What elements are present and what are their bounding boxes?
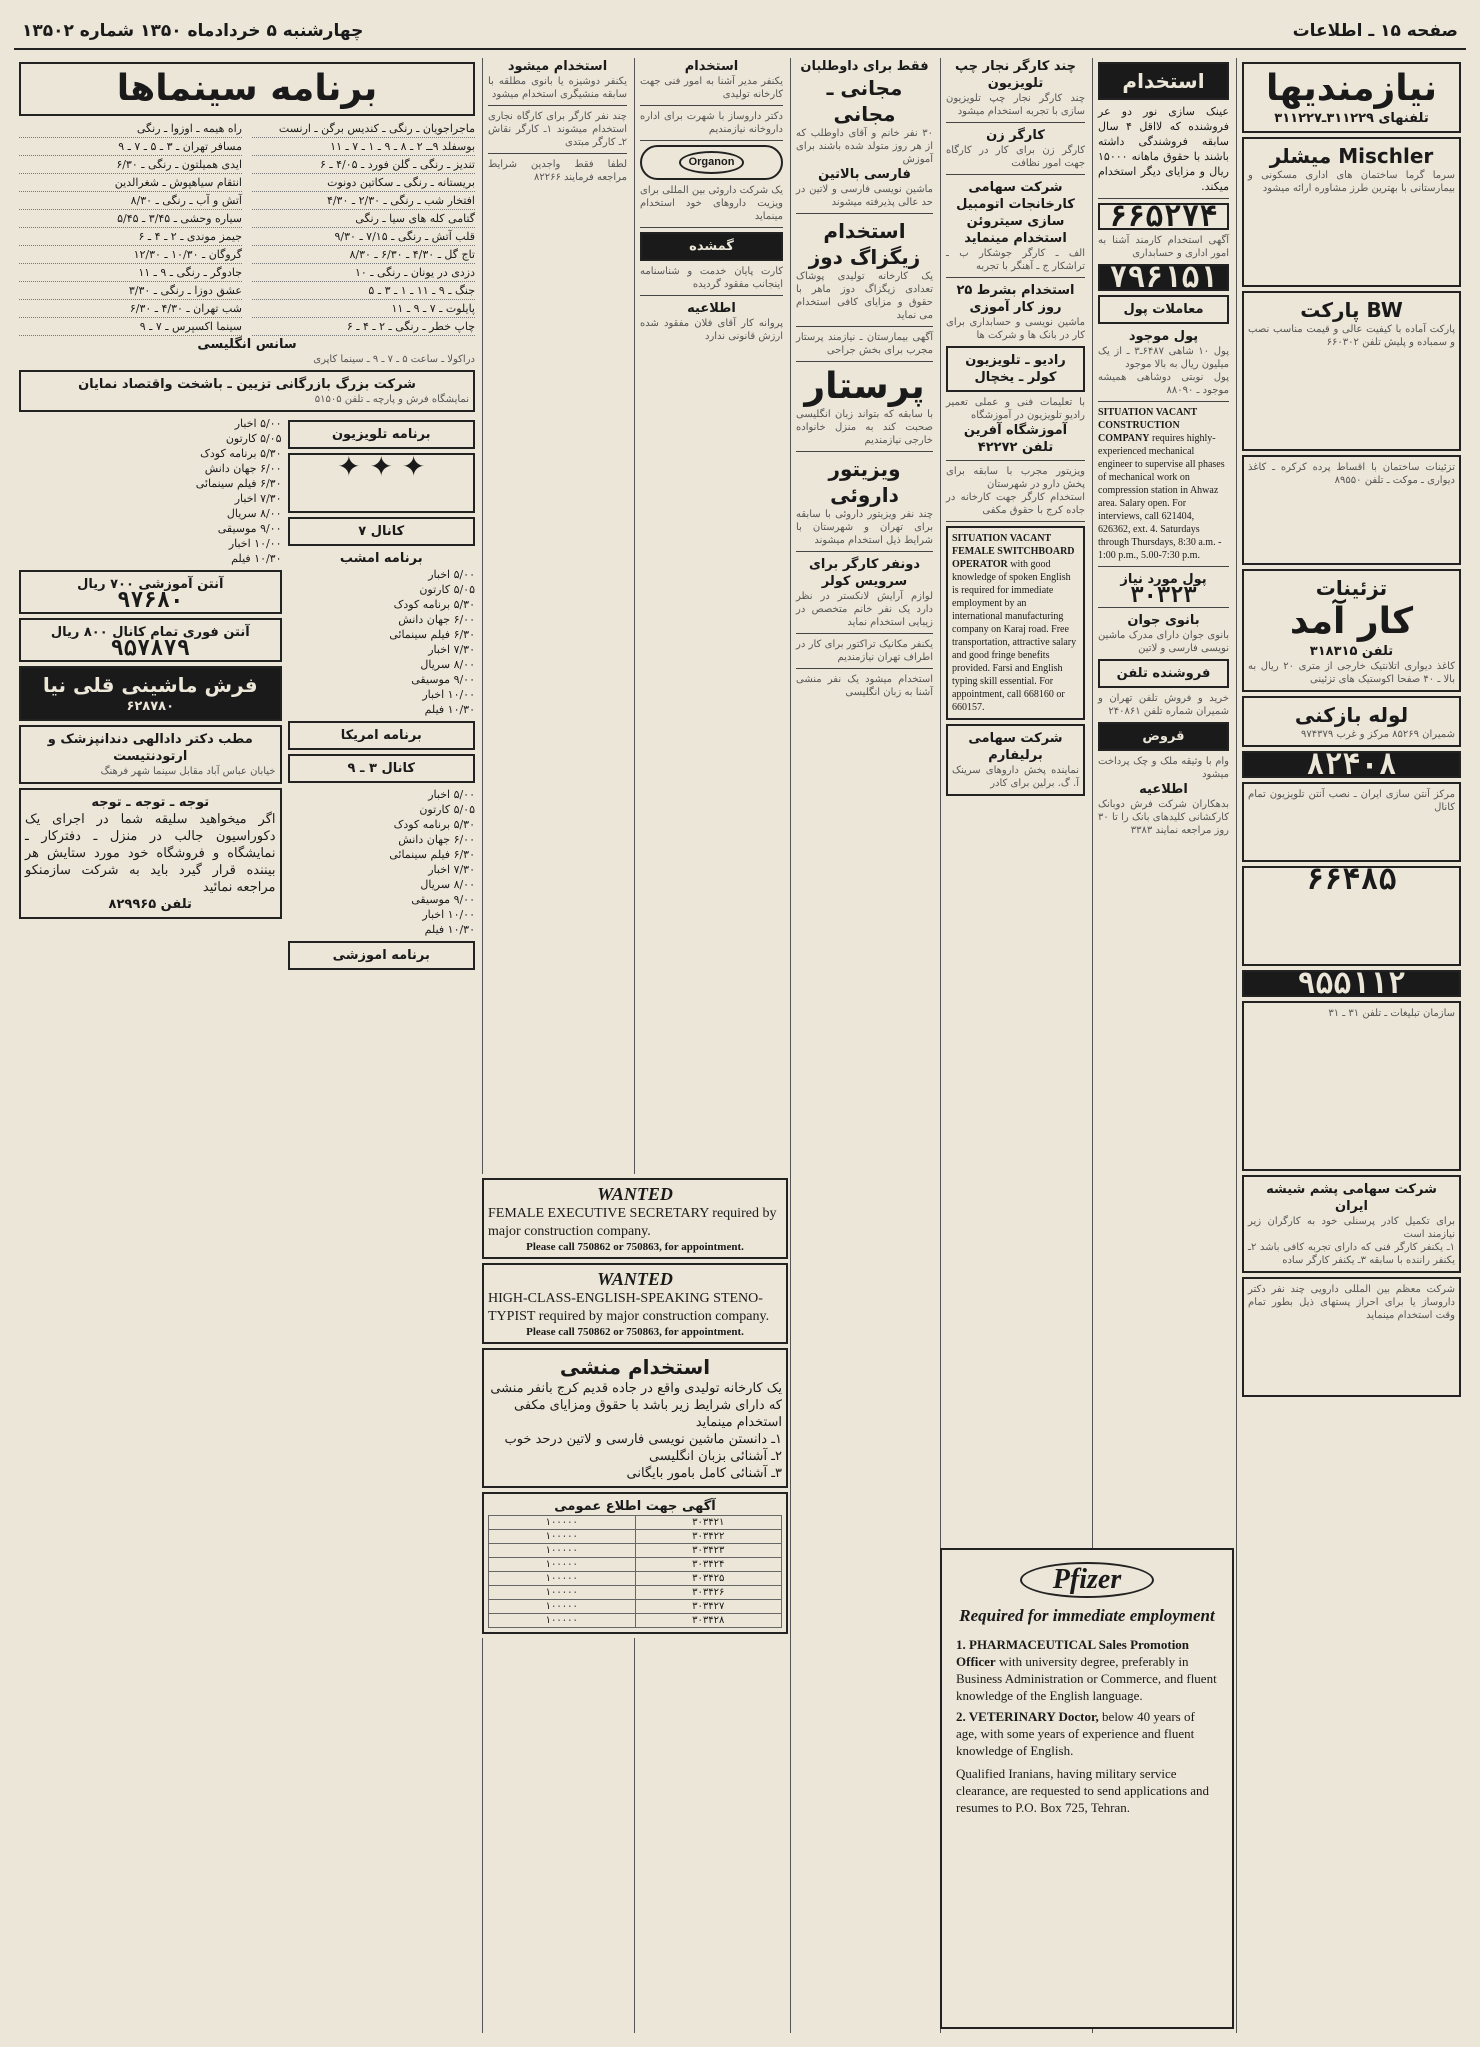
monshi-item2: ۲ـ آشنائی بزبان انگلیسی xyxy=(648,1449,782,1464)
pool-mojood: پول موجود xyxy=(1128,329,1199,344)
tv-program-item: ۵/۳۰ برنامه کودک xyxy=(200,447,282,460)
estekhdam-sharayet: استخدام بشرط ۲۵ روز کار آموزی xyxy=(956,283,1075,315)
niazmandiha-phones: تلفنهای ۳۱۱۲۲۹ـ۳۱۱۲۲۷ xyxy=(1274,111,1429,126)
pfizer-logo: Pfizer xyxy=(1020,1562,1154,1598)
tv-program-item: ۷/۳۰ اخبار xyxy=(234,492,282,505)
tazinat-phone: تلفن ۳۱۸۳۱۵ xyxy=(1309,644,1394,659)
cinema-listing: شب تهران ـ ۴/۳۰ ـ ۶/۳۰ xyxy=(19,300,242,318)
tv-title: برنامه تلویزیون xyxy=(288,420,476,449)
tv-program-item: ۵/۳۰ برنامه کودک xyxy=(393,598,475,611)
cinema-listing: پایلوت ـ ۷ ـ ۹ ـ ۱۱ xyxy=(252,300,475,318)
tavajoh-title: توجه ـ توجه ـ توجه xyxy=(91,795,210,810)
tv-program-item: ۷/۳۰ اخبار xyxy=(428,863,475,876)
barname-amoozeshi: برنامه اموزشی xyxy=(288,941,476,970)
general-ad xyxy=(1098,260,1229,295)
tv-program-item: ۵/۰۰ اخبار xyxy=(234,417,282,430)
col2-phone-ad xyxy=(1098,199,1229,234)
davari-ad: شرکت معظم بین المللی دارویی چند نفر دکتر داروساز یا برای احراز پستهای ذیل بطور تمام وقت استخدام مینماید xyxy=(1242,1277,1461,1397)
col5-estekhdam: استخدام xyxy=(684,59,739,74)
cinema-listing: ایدی همیلتون ـ رنگی ـ ۶/۳۰ xyxy=(19,156,242,174)
col2-phone-big: ۶۶۵۲۷۴ xyxy=(1109,199,1218,234)
doctor-ad: مطب دکتر دادالهی دندانپزشک و ارتودنتیست خیابان عباس آباد مقابل سینما شهر فرهنگ xyxy=(19,725,282,784)
tv-section xyxy=(19,416,475,974)
wanted1-call: Please call 750862 or 750863, for appointment. xyxy=(526,1241,744,1253)
cinema-listing: عشق دوزا ـ رنگی ـ ۳/۳۰ xyxy=(19,282,242,300)
construction-ad: تزئینات ساختمان با اقساط پرده کرکره ـ کاغذ دیواری ـ موکت ـ تلفن ۸۹۵۵۰ xyxy=(1242,455,1461,565)
tv-right xyxy=(288,416,476,974)
tv-program-item: ۸/۰۰ سریال xyxy=(420,878,475,891)
tv-program-item: ۵/۰۰ اخبار xyxy=(428,568,475,581)
tv-program-item: ۶/۰۰ جهان دانش xyxy=(398,613,475,626)
col2-estekhdam-header: استخدام xyxy=(1098,62,1229,100)
farsh-phone: ۶۲۸۷۸۰ xyxy=(126,699,175,714)
cinema-title: برنامه سینماها xyxy=(116,68,378,109)
monshi-item1: ۱ـ دانستن ماشین نویسی فارسی و لاتین درحد خوب xyxy=(504,1432,782,1447)
sherkat-citroen: شرکت سهامی کارخانجات اتومبیل سازی سیتروئن استخدام مینماید xyxy=(956,180,1075,246)
tv-list-3 xyxy=(19,416,282,566)
tv-program-item: ۱۰/۳۰ فیلم xyxy=(231,552,282,565)
monshi-ad xyxy=(482,1348,788,1488)
wanted2-call: Please call 750862 or 750863, for appointment. xyxy=(526,1326,744,1338)
cinema-listing: راه هیمه ـ اوزوا ـ رنگی xyxy=(19,120,242,138)
monshi-body: یک کارخانه تولیدی واقع در جاده قدیم کرج بانفر منشی که دارای شرایط زیر باشد با حقوق ومزایای مکفی استخدام مینماید xyxy=(490,1381,782,1430)
tv-left xyxy=(19,416,282,974)
cinema-listing: آتش و آب ـ رنگی ـ ۸/۳۰ xyxy=(19,192,242,210)
baran-title: شرکت بزرگ بازرگانی تزیین ـ باشخت واقتصاد نمایان xyxy=(78,377,416,392)
pool-niaz-phone: ۳۰۳۲۳ xyxy=(1130,583,1197,608)
cinema-listing: مسافر تهران ـ ۳ ـ ۵ ـ ۷ ـ ۹ xyxy=(19,138,242,156)
parastar-title: پرستار xyxy=(804,366,925,407)
wanted1-body: FEMALE EXECUTIVE SECRETARY required by major construction company. xyxy=(488,1206,777,1239)
switchboard-ad xyxy=(946,526,1085,720)
wanted-ad-1 xyxy=(482,1178,788,1259)
phone-ad xyxy=(1242,862,1461,966)
column-3: چند کارگر نجار چپ تلویزیون چند کارگر نجار چپ تلویزیون سازی با تجربه استخدام میشود کارگر زن کارگر زن برای کار در کارگاه جهت امور نظافت شرکت سهامی کارخانجات اتومبیل سازی سیتروئن استخدام مینماید الف ـ کارگر جوشکار ب ـ تراشکار ج ـ آهنگر با تجربه استخدام بشرط ۲۵ روز کار آموزی ماشین نویسی و حسابداری برای کار در بانک ها و شرکت ها رادیو ـ تلویزیون کولر ـ یخچال با تعلیمات فنی و عملی تعمیر رادیو تلویزیون در آموزشگاه آموزشگاه آفرین تلفن ۴۲۲۷۲ ویزیتور مجرب با سابقه برای پخش دارو در شهرستان استخدام کارگر جهت کارخانه در جاده کرج با حقوق مکفی SITUATION VACANT FEMALE SWITCHBOARD OPERATOR with good knowledge of spoken English is required for immediate employment by an international manufacturing company on Karaj road. Free transportation, attractive salary and good fringe benefits provided. Farsi and English typing skill essential. For appointment, call 668160 or 660157. شرکت سهامی برلیفارم نماینده پخش داروهای سرینک آ. گ. برلین برای کادر xyxy=(940,58,1090,2033)
cinema-banner xyxy=(19,62,475,116)
tv-program-item: ۵/۰۵ کارتون xyxy=(225,432,282,445)
mischler-ad: Mischler میشلر سرما گرما ساختمان های اداری مسکونی و بیمارستانی با بهترین طرز مشاوره ارائه میشود xyxy=(1242,137,1461,287)
situation-vacant-body: requires highly-experienced mechanical engineer to supervise all phases of mechanical work on compression station in Ahwaz area. Salary open. For interviews, call 621404, 626362, ext. 4. Saturdays through Thursdays, 8:30 a.m. - 1:00 p.m., 5.00-7:30 p.m. xyxy=(1098,433,1225,561)
foroushande-ad xyxy=(1242,966,1461,1001)
cinema-listing: قلب آتش ـ رنگی ـ ۷/۱۵ ـ ۹/۳۰ xyxy=(252,228,475,246)
amoozesh-title: آنتن آموزشی ۷۰۰ ریال xyxy=(77,577,224,592)
cinema-listing: تاج گل ـ ۴/۳۰ ـ ۶/۳۰ ـ ۸/۳۰ xyxy=(252,246,475,264)
vizitor-title: ویزیتور داروئی xyxy=(828,457,901,507)
faghat-davtalaban: فقط برای داوطلبان xyxy=(800,59,929,74)
tv-program-item: ۶/۳۰ فیلم سینمائی xyxy=(389,628,475,641)
tv-program-item: ۷/۳۰ اخبار xyxy=(428,643,475,656)
pashm-shishe-ad: شرکت سهامی پشم شیشه ایران برای تکمیل کادر پرسنلی خود به کارگران زیر نیازمند است ۱ـ یکنفر کارگر فنی که دارای تجربه کافی باشد ۲ـ یکنفر راننده با سابقه ۳ـ یکنفر کارگر ساده xyxy=(1242,1175,1461,1273)
tavajoh-body: اگر میخواهید سلیقه شما در اجرای یک دکوراسیون جالب در منزل ـ دفترکار ـ نمایشگاه و فروشگاه خود مورد ستایش هر بیننده قرار گیرد باید به شرکت سازمنکو مراجعه نمائید xyxy=(25,812,276,895)
kanal7-header: کانال ۷ xyxy=(288,517,476,546)
agahi-table-ad xyxy=(482,1492,788,1634)
cinema-listing: انتقام سیاهپوش ـ شغرالدین xyxy=(19,174,242,192)
wanted2-title: WANTED xyxy=(597,1269,673,1289)
farsh-title: فرش ماشینی قلی نیا xyxy=(42,673,258,697)
masthead-date-issue: چهارشنبه ۵ خردادماه ۱۳۵۰ شماره ۱۳۵۰۲ xyxy=(22,21,364,41)
berlifarm-title: شرکت سهامی برلیفارم xyxy=(968,731,1063,763)
cinema-listing: ماجراجویان ـ رنگی ـ کندیس برگن ـ ارنست xyxy=(252,120,475,138)
tavajoh-ad xyxy=(19,788,282,919)
pfizer-head: Required for immediate employment xyxy=(959,1606,1215,1625)
pfizer-item1-body: with university degree, preferably in Business Administration or Commerce, and fluent knowledge of the English language. xyxy=(956,1654,1217,1703)
english-header: سانس انگلیسی xyxy=(197,337,297,352)
situation-vacant-title: SITUATION VACANT CONSTRUCTION COMPANY xyxy=(1098,407,1198,444)
tv-list-1 xyxy=(288,567,476,717)
monshi-item3: ۳ـ آشنائی کامل بامور بایگانی xyxy=(626,1466,782,1481)
tv-program-item: ۹/۰۰ موسیقی xyxy=(217,522,282,535)
tavajoh-phone: تلفن ۸۲۹۹۶۵ xyxy=(108,897,192,912)
tv-program-item: ۵/۰۰ اخبار xyxy=(428,788,475,801)
amoozeshgah-phone: تلفن ۴۲۲۷۲ xyxy=(977,440,1054,455)
tv-program-item: ۶/۳۰ فیلم سینمائی xyxy=(195,477,282,490)
tv-program-item: ۱۰/۰۰ اخبار xyxy=(422,688,475,701)
gomshode-header: گمشده xyxy=(640,232,783,261)
karamad-title: کار آمد xyxy=(1289,601,1414,642)
tv-program-item: ۱۰/۰۰ اخبار xyxy=(422,908,475,921)
lule-bazkoni-ad-1: لوله بازکنی شمیران ۸۵۲۶۹ مرکز و غرب ۹۷۴۳۷۹ xyxy=(1242,696,1461,747)
tv-program-item: ۵/۳۰ برنامه کودک xyxy=(393,818,475,831)
wanted-section xyxy=(482,1174,788,1638)
agahi-title: آگهی جهت اطلاع عمومی xyxy=(554,1499,716,1514)
tv-list-2 xyxy=(288,787,476,937)
majani-title: مجانی ـ مجانی xyxy=(826,76,903,126)
column-classifieds-right xyxy=(1236,58,1466,2033)
foroushande-telefon: فروشنده تلفن xyxy=(1098,659,1229,688)
cinema-listing: جیمز موندی ـ ۲ ـ ۴ ـ ۶ xyxy=(19,228,242,246)
cinema-listing: گروگان ـ ۱۰/۳۰ ـ ۱۲/۳۰ xyxy=(19,246,242,264)
tv-program-item: ۱۰/۰۰ اخبار xyxy=(228,537,282,550)
switchboard-title: SITUATION VACANT FEMALE SWITCHBOARD OPERATOR xyxy=(952,533,1075,570)
amoozesh-ad xyxy=(19,570,282,614)
col5-etelaiye: اطلاعیه xyxy=(687,301,736,316)
masthead xyxy=(14,14,1466,50)
pfizer-item2-body: below 40 years of age, with some years of experience and fluent knowledge of English. xyxy=(956,1709,1195,1758)
col4-doctor-title: دونفر کارگر برای سرویس کولر xyxy=(808,557,921,589)
pfizer-ad: Pfizer Required for immediate employment 1. PHARMACEUTICAL Sales Promotion Officer with university degree, preferably in Business Administration or Commerce, and fluent knowledge of the English language. 2. VETERINARY Doctor, below 40 years of age, with some years of experience and fluent knowledge of English. Qualified Iranians, having military service clearance, are requested to send applications and resumes to P.O. Box 725, Tehran. xyxy=(940,1548,1234,2029)
agahi-table: ۳۰۳۴۲۱ ۱۰۰۰۰۰ ۳۰۳۴۲۲ ۱۰۰۰۰۰ ۳۰۳۴۲۳ ۱۰۰۰۰۰ ۳۰۳۴۲۴ ۱۰۰۰۰۰ ۳۰۳۴۲۵ ۱۰۰۰۰۰ ۳۰۳۴۲۶ ۱۰۰۰۰۰ ۳۰۳۴۲۷ ۱۰۰۰۰۰ ۳۰۳۴۲۸ ۱۰۰۰۰۰ xyxy=(488,1515,782,1628)
foroushande-phone: ۹۵۵۱۱۲ xyxy=(1297,966,1406,1001)
tv-program-item: ۹/۰۰ موسیقی xyxy=(411,893,475,906)
cinema-listing: گتامی کله های سیا ـ رنگی xyxy=(252,210,475,228)
col6-estekhdam-mishavad: استخدام میشود xyxy=(507,59,608,74)
col2-etelaiye: اطلاعیه xyxy=(1139,782,1188,797)
barname-amrika: برنامه امریکا xyxy=(288,721,476,750)
mischler-logo: Mischler میشلر xyxy=(1269,144,1434,168)
niazmandiha-title: نیازمندیها xyxy=(1265,68,1438,109)
tv-logo: ✦ ✦ ✦ xyxy=(288,453,476,513)
kanal39-header: کانال ۳ ـ ۹ xyxy=(288,754,476,783)
cinema-listing: تندیز ـ رنگی ـ گلن فورد ـ ۴/۰۵ ـ ۶ xyxy=(252,156,475,174)
newspaper-page xyxy=(14,14,1466,2033)
column-6: استخدام میشود یکنفر دوشیزه یا بانوی مطلقه با سابقه منشیگری استخدام میشود چند نفر کارگر برای کارگاه نجاری استخدام میشوند ۱ـ کارگر نقاش ۲ـ کارگر مبتدی لطفا فقط واجدین شرایط مراجعه فرمایند ۸۲۲۶۶ xyxy=(482,58,632,2033)
wanted-ad-2 xyxy=(482,1263,788,1344)
general-phone: ۷۹۶۱۵۱ xyxy=(1109,260,1218,295)
amoozeshgah-name: آموزشگاه آفرین xyxy=(963,423,1068,438)
cinema-listing: بریستانه ـ رنگی ـ سکاتین دونوت xyxy=(252,174,475,192)
bw-parket-logo: BW پارکت xyxy=(1300,298,1403,322)
column-2: استخدام عینک سازی نور دو عر فروشنده که لااقل ۴ سال سابقه فروشندگی داشته باشند با حقوق ماهانه ۱۵۰۰۰ ریال و مزایای دیگر استخدام میکند. ۶۶۵۲۷۴ آگهی استخدام کارمند آشنا به امور اداری و حسابداری ۷۹۶۱۵۱ معاملات پول پول موجود پول ۱۰ شاهی ۶۴۸۷ـ۳ ـ از یک میلیون ریال به بالا موجود پول نوبتی دوشاهی همیشه موجود ـ ۸۸۰۹۰ SITUATION VACANT CONSTRUCTION COMPANY requires highly-experienced mechanical engineer to supervise all phases of mechanical work on compression station in Ahwaz area. Salary open. For interviews, call 621404, 626362, ext. 4. Saturdays through Thursdays, 8:30 a.m. - 1:00 p.m., 5.00-7:30 p.m. پول مورد نیاز ۳۰۳۲۳ بانوی جوان بانوی جوان دارای مدرک ماشین نویسی فارسی و لاتین فروشنده تلفن خرید و فروش تلفن تهران و شمیران شماره تلفن ۲۴۰۸۶۱ قروض وام با وثیقه ملک و چک پرداخت میشود اطلاعیه بدهکاران شرکت فرش دوبانک کارکشانی کلیدهای بانک را تا ۳۰ روز مراجعه نمایند ۳۳۸۳ xyxy=(1092,58,1234,2033)
foori-ad xyxy=(19,618,282,662)
farsi-balatin: فارسی بالاتین xyxy=(818,167,911,182)
pool-niaz: پول مورد نیاز xyxy=(1120,572,1207,587)
cinema-listing: افتخار شب ـ رنگی ـ ۲/۳۰ ـ ۴/۳۰ xyxy=(252,192,475,210)
anten-ad: مرکز آنتن سازی ایران ـ نصب آنتن تلویزیون تمام کانال xyxy=(1242,782,1461,862)
baran-ad: شرکت بزرگ بازرگانی تزیین ـ باشخت واقتصاد نمایان نمایشگاه فرش و پارچه ـ تلفن ۵۱۵۰۵ xyxy=(19,370,475,412)
zigzag-title: استخدام زیگزاگ دوز xyxy=(808,219,921,269)
tv-program-item: ۵/۰۵ کارتون xyxy=(419,583,475,596)
cinema-listing: سینما اکسپرس ـ ۷ ـ ۹ xyxy=(19,318,242,336)
doctor-title: مطب دکتر دادالهی دندانپزشک و ارتودنتیست xyxy=(47,732,253,764)
tazinat-ad: تزئینات کار آمد تلفن ۳۱۸۳۱۵ کاغذ دیواری اتلانتیک خارجی از متری ۲۰ ریال به بالا ـ ۴۰ صفحا اکوستیک های تزئینی xyxy=(1242,569,1461,692)
tv-program-item: ۹/۰۰ موسیقی xyxy=(411,673,475,686)
chand-kargar: چند کارگر نجار چپ تلویزیون xyxy=(954,59,1077,91)
lule-bazkoni-ad-2 xyxy=(1242,747,1461,782)
kargar-zan: کارگر زن xyxy=(986,128,1045,143)
tazinat-header: تزئینات xyxy=(1315,576,1388,600)
tv-program-item: ۱۰/۳۰ فیلم xyxy=(424,703,475,716)
pfizer-item1-title: PHARMACEUTICAL Sales Promotion Officer xyxy=(956,1637,1190,1669)
pashm-shishe-sub: برای تکمیل کادر پرسنلی خود به کارگران زیر نیازمند است xyxy=(1248,1216,1455,1240)
tv-program-item: ۶/۰۰ جهان دانش xyxy=(204,462,282,475)
tv-program-item: ۱۰/۳۰ فیلم xyxy=(424,923,475,936)
organon-logo-box xyxy=(640,145,783,180)
cinema-listing: چاپ خطر ـ رنگی ـ ۲ ـ ۴ ـ ۶ xyxy=(252,318,475,336)
tv-program-item: ۶/۰۰ جهان دانش xyxy=(398,833,475,846)
wanted2-body: HIGH-CLASS-ENGLISH-SPEAKING STENO-TYPIST required by major construction company. xyxy=(488,1291,770,1324)
emshab-header: برنامه امشب xyxy=(339,551,423,566)
lule-phone: ۸۲۴۰۸ xyxy=(1306,747,1397,782)
pfizer-footer: Qualified Iranians, having military service clearance, are requested to send applications and resumes to P.O. Box 725, Tehran. xyxy=(956,1766,1210,1815)
tv-program-item: ۸/۰۰ سریال xyxy=(226,507,282,520)
cinema-list xyxy=(19,120,475,336)
pfizer-item2-title: VETERINARY Doctor, xyxy=(968,1709,1099,1724)
amoozesh-phone: ۹۷۶۸۰ xyxy=(117,588,184,613)
banooy-javan: بانوی جوان xyxy=(1127,613,1200,628)
column-4: فقط برای داوطلبان مجانی ـ مجانی ۳۰ نفر خانم و آقای داوطلب که از هر روز متولد شده باشند برای آموزش فارسی بالاتین ماشین نویسی فارسی و لاتین در حد عالی پذیرفته میشوند استخدام زیگزاگ دوز یک کارخانه تولیدی پوشاک تعدادی زیگزاگ دوز ماهر با حقوق و مزایای کافی استخدام می نماید آگهی بیمارستان ـ نیازمند پرستار مجرب برای بخش جراحی پرستار با سابقه که بتواند زبان انگلیسی صحبت کند به منزل خانواده خارجی نیازمندیم ویزیتور داروئی چند نفر ویزیتور داروئی با سابقه برای تهران و شهرستان با شرایط ذیل استخدام میشوند دونفر کارگر برای سرویس کولر لوازم آرایش لانکستر در نظر دارد یک نفر خانم متخصص در زیبایی استخدام نماید یکنفر مکانیک تراکتور برای کار در اطراف تهران نیازمندیم استخدام میشود یک نفر منشی آشنا به زبان انگلیسی xyxy=(790,58,938,2033)
cinema-listing: سیاره وحشی ـ ۳/۴۵ ـ ۵/۴۵ xyxy=(19,210,242,228)
tv-program-item: ۵/۰۵ کارتون xyxy=(419,803,475,816)
wanted1-title: WANTED xyxy=(597,1184,673,1204)
radio-title: رادیو ـ تلویزیون کولر ـ یخچال xyxy=(946,346,1085,392)
ghoroos-header: قروض xyxy=(1098,722,1229,751)
bw-parket-ad: BW پارکت پارکت آماده با کیفیت عالی و قیمت مناسب نصب و سمباده و پلیش تلفن ۶۶۰۳۰۲ xyxy=(1242,291,1461,451)
tv-program-item: ۸/۰۰ سریال xyxy=(420,658,475,671)
col1-phone-mid: ۶۶۴۸۵ xyxy=(1306,862,1397,897)
lule-header: لوله بازکنی xyxy=(1294,703,1409,727)
pashm-shishe-title: شرکت سهامی پشم شیشه ایران xyxy=(1266,1182,1437,1214)
monshi-title: استخدام منشی xyxy=(559,1355,711,1379)
column-cinema-tv: برنامه سینماها ماجراجویان ـ رنگی ـ کندیس برگن ـ ارنست بوسفلد ۹ــ ۲ ـ ۸ ـ ۹ ـ ۱ ـ ۷ ـ ۱۱ تندیز ـ رنگی ـ گلن فورد ـ ۴/۰۵ ـ ۶ بریستانه ـ رنگی ـ سکاتین دونوت افتخار شب ـ رنگی ـ ۲/۳۰ ـ ۴/۳۰ گتامی کله های سیا ـ رنگی قلب آتش ـ رنگی ـ ۷/۱۵ ـ ۹/۳۰ تاج گل ـ ۴/۳۰ ـ ۶/۳۰ ـ ۸/۳۰ دزدی در یونان ـ رنگی ـ ۱۰ جنگ ـ ۹ ـ ۱۱ ـ ۱ ـ ۳ ـ ۵ پایلوت ـ ۷ ـ ۹ ـ ۱۱ چاپ خطر ـ رنگی ـ ۲ ـ ۴ ـ ۶ راه هیمه ـ اوزوا ـ رنگی مسافر تهران ـ ۳ ـ ۵ ـ ۷ ـ ۹ ایدی همیلتون ـ رنگی ـ ۶/۳۰ انتقام سیاهپوش ـ شغرالدین آتش و آب ـ رنگی ـ ۸/۳۰ سیاره وحشی ـ ۳/۴۵ ـ ۵/۴۵ جیمز موندی ـ ۲ ـ ۴ ـ ۶ گروگان ـ ۱۰/۳۰ ـ ۱۲/۳۰ جادوگر ـ رنگی ـ ۹ ـ ۱۱ عشق دوزا ـ رنگی ـ ۳/۳۰ شب تهران ـ ۴/۳۰ ـ ۶/۳۰ سینما اکسپرس ـ ۷ ـ ۹ سانس انگلیسی دراکولا ـ ساعت ۵ ـ ۷ ـ ۹ ـ سینما کاپری شرکت بزرگ بازرگانی تزیین ـ باشخت واقتصاد نمایان نمایشگاه فرش و پارچه ـ تلفن ۵۱۵۰۵ برنامه تلویزیون ✦ ✦ ✦ کانال ۷ برنامه امشب ۵/۰۰ اخبار ۵/۰۵ کارتون ۵/۳۰ برنامه کودک ۶/۰۰ جهان دانش ۶/۳۰ فیلم سینمائی ۷/۳۰ اخبار ۸/۰۰ سریال ۹/۰۰ موسیقی ۱۰/۰۰ اخبار ۱۰/۳۰ فیلم برنامه امریکا کانال ۳ ـ ۹ ۵/۰۰ اخبار ۵/۰۵ کارتون ۵/۳۰ برنامه کودک ۶/۰۰ جهان دانش ۶/۳۰ فیلم سینمائی ۷/۳۰ اخبار ۸/۰۰ سریال ۹/۰۰ موسیقی ۱۰/۰۰ اخبار ۱۰/۳۰ فیلم برنامه اموزشی ۵/۰۰ اخبار ۵/۰۵ کارتون ۵/۳۰ برنامه کودک ۶/۰۰ جهان دانش ۶/۳۰ فیلم سینمائی ۷/۳۰ اخبار ۸/۰۰ سریال ۹/۰۰ موسیقی ۱۰/۰۰ اخبار ۱۰/۳۰ فیلم آنتن آموزشی ۷۰۰ ریال ۹۷۶۸۰ آنتن فوری تمام کانال ۸۰۰ ریال ۹۵۷۸۷۹ فرش ماشینی قلی نیا ۶۲۸۷۸۰ مطب دکتر دادالهی دندانپزشک و ارتودنتیست خیابان عباس آباد مقابل سینما شهر فرهنگ توجه ـ توجه ـ توجه اگر میخواهید سلیقه شما در اجرای یک دکوراسیون جالب در منزل ـ دفترکار ـ نمایشگاه و فروشگاه خود مورد ستایش هر بیننده قرار گیرد باید به شرکت سازمنکو مراجعه نمائید تلفن ۸۲۹۹۶۵ xyxy=(14,58,480,2033)
cinema-listing: جادوگر ـ رنگی ـ ۹ ـ ۱۱ xyxy=(19,264,242,282)
niazmandiha-banner xyxy=(1242,62,1461,133)
tv-program-item: ۶/۳۰ فیلم سینمائی xyxy=(389,848,475,861)
cinema-listing: جنگ ـ ۹ ـ ۱۱ ـ ۱ ـ ۳ ـ ۵ xyxy=(252,282,475,300)
masthead-page-label: صفحه ۱۵ ـ اطلاعات xyxy=(1292,21,1458,41)
col2-ad-1: عینک سازی نور دو عر فروشنده که لااقل ۴ سال سابقه فروشندگی داشته باشند با حقوق ماهانه ۱۵۰۰۰ ریال و مزایای دیگر استخدام میکند. xyxy=(1098,105,1229,193)
berlifarm-ad xyxy=(946,724,1085,796)
foori-title: آنتن فوری تمام کانال ۸۰۰ ریال xyxy=(50,625,250,640)
organon-logo: Organon xyxy=(679,151,745,174)
foori-phone: ۹۵۷۸۷۹ xyxy=(110,636,190,661)
cinema-listing: دزدی در یونان ـ رنگی ـ ۱۰ xyxy=(252,264,475,282)
black-banner-ad: سازمان تبلیغات ـ تلفن ۳۱ ـ ۳۱ xyxy=(1242,1001,1461,1171)
column-5: استخدام یکنفر مدیر آشنا به امور فنی جهت کارخانه تولیدی دکتر داروساز با شهرت برای اداره داروخانه نیازمندیم Organon یک شرکت داروئی بین المللی برای ویزیت داروهای خود استخدام مینماید گمشده کارت پایان خدمت و شناسنامه اینجانب مفقود گردیده اطلاعیه پروانه کار آقای فلان مفقود شده ارزش قانونی ندارد xyxy=(634,58,788,2033)
berlifarm-sub: نماینده پخش داروهای سرینک آ. گ. برلین برای کادر xyxy=(952,765,1079,789)
cinema-listing: بوسفلد ۹ــ ۲ ـ ۸ ـ ۹ ـ ۱ ـ ۷ ـ ۱۱ xyxy=(252,138,475,156)
moamelat-header: معاملات پول xyxy=(1098,295,1229,324)
switchboard-body: with good knowledge of spoken English is required for immediate employment by an international manufacturing company on Karaj road. Free transportation, attractive salary and good fringe benefits provided. Farsi and English typing skill essential. For appointment, call 668160 or 660157. xyxy=(952,559,1077,713)
farsh-ad xyxy=(19,666,282,721)
